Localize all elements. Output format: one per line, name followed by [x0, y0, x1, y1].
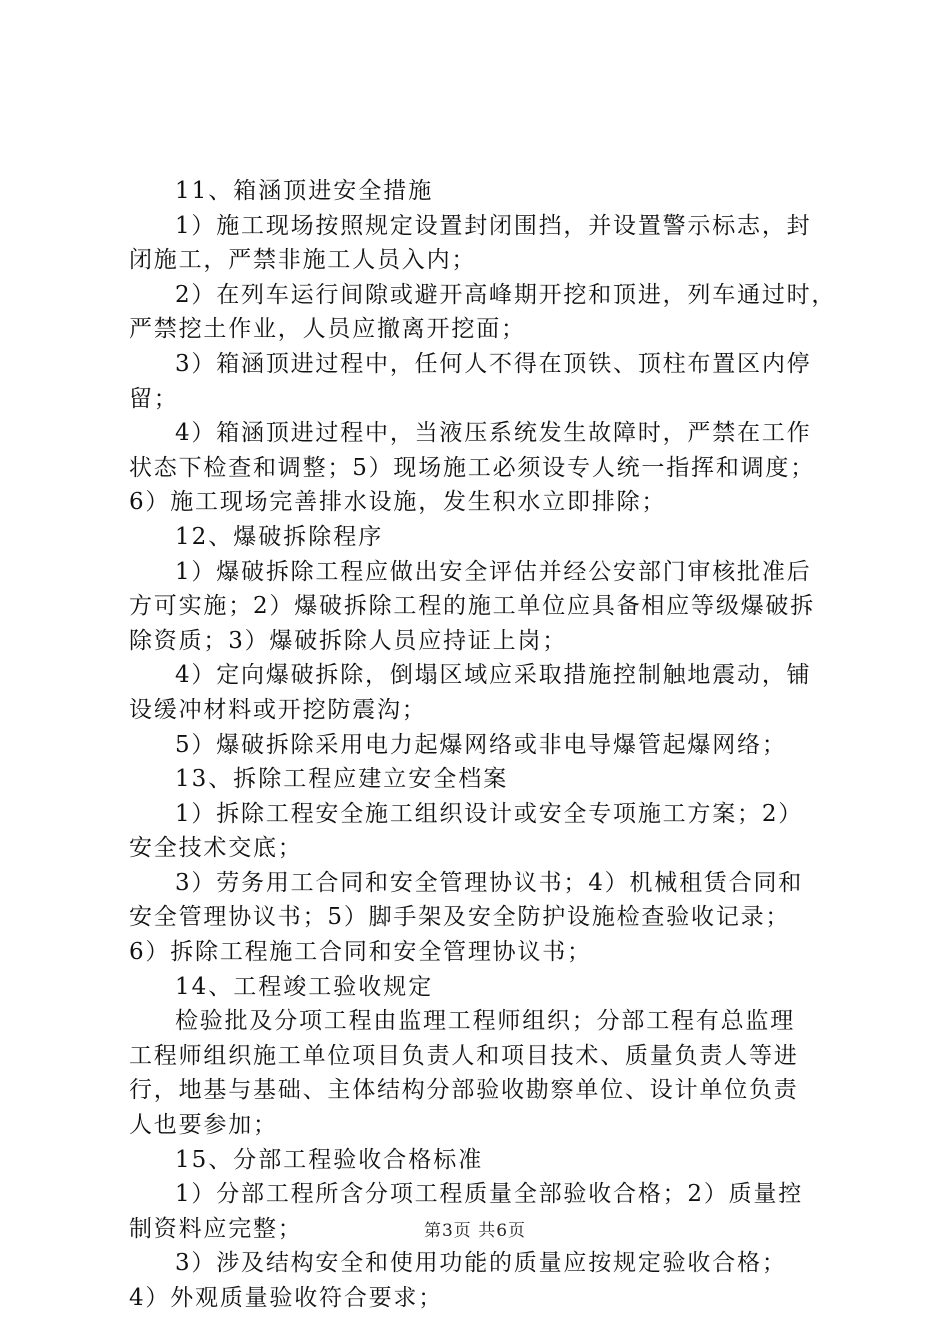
paragraph-line: 除资质；3）爆破拆除人员应持证上岗； [129, 627, 568, 654]
paragraph-line: 严禁挖土作业，人员应撤离开挖面； [129, 316, 526, 343]
paragraph-line: 状态下检查和调整；5）现场施工必须设专人统一指挥和调度； [129, 454, 816, 481]
paragraph-line: 3）涉及结构安全和使用功能的质量应按规定验收合格； [175, 1250, 787, 1277]
paragraph-line: 制资料应完整； [129, 1215, 303, 1242]
paragraph-line: 3）箱涵顶进过程中，任何人不得在顶铁、顶柱布置区内停 [175, 350, 812, 377]
paragraph-line: 工程师组织施工单位项目负责人和项目技术、质量负责人等进 [129, 1042, 799, 1069]
paragraph-line: 设缓冲材料或开挖防震沟； [129, 696, 427, 723]
paragraph-line: 留； [129, 385, 179, 412]
paragraph-line: 人也要参加； [129, 1112, 278, 1139]
paragraph-line: 闭施工，严禁非施工人员入内； [129, 247, 477, 274]
paragraph-line: 4）外观质量验收符合要求； [129, 1285, 444, 1311]
paragraph-line: 1）分部工程所含分项工程质量全部验收合格；2）质量控 [175, 1181, 804, 1208]
paragraph-line: 安全技术交底； [129, 835, 303, 862]
paragraph-line: 检验批及分项工程由监理工程师组织；分部工程有总监理 [175, 1008, 795, 1035]
paragraph-line: 方可实施；2）爆破拆除工程的施工单位应具备相应等级爆破拆 [129, 593, 816, 620]
paragraph-line: 安全管理协议书；5）脚手架及安全防护设施检查验收记录； [129, 904, 791, 931]
paragraph-line: 1）施工现场按照规定设置封闭围挡，并设置警示标志，封 [175, 212, 812, 239]
document-body [129, 174, 837, 1316]
paragraph-line: 1）拆除工程安全施工组织设计或安全专项施工方案；2） [175, 800, 804, 827]
paragraph-line: 6）拆除工程施工合同和安全管理协议书； [129, 939, 592, 966]
paragraph-line: 3）劳务用工合同和安全管理协议书；4）机械租赁合同和 [175, 869, 804, 896]
paragraph-line: 行，地基与基础、主体结构分部验收勘察单位、设计单位负责 [129, 1077, 799, 1104]
section-heading: 15、分部工程验收合格标准 [175, 1146, 484, 1173]
section-heading: 11、箱涵顶进安全措施 [175, 178, 434, 204]
paragraph-line: 5）爆破拆除采用电力起爆网络或非电导爆管起爆网络； [175, 731, 787, 758]
page-footer: 第3页 共6页 [423, 1221, 527, 1241]
section-heading: 14、工程竣工验收规定 [175, 973, 434, 1000]
paragraph-line: 2）在列车运行间隙或避开高峰期开挖和顶进，列车通过时， [175, 281, 837, 308]
paragraph-line: 4）定向爆破拆除，倒塌区域应采取措施控制触地震动，铺 [175, 662, 812, 689]
paragraph-line: 4）箱涵顶进过程中，当液压系统发生故障时，严禁在工作 [175, 420, 812, 447]
section-heading: 12、爆破拆除程序 [175, 523, 384, 550]
paragraph-line: 6）施工现场完善排水设施，发生积水立即排除； [129, 489, 667, 516]
paragraph-line: 1）爆破拆除工程应做出安全评估并经公安部门审核批准后 [175, 558, 812, 585]
section-heading: 13、拆除工程应建立安全档案 [175, 766, 509, 793]
